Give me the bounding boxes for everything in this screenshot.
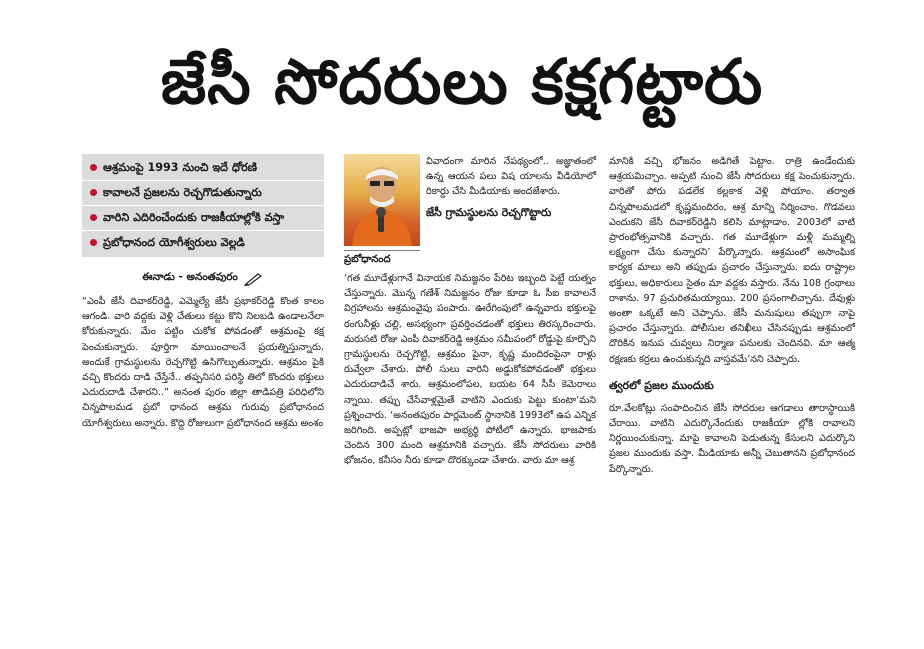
highlight-item — [82, 231, 324, 255]
dateline-text: ఈనాడు - అనంతపురం — [142, 271, 238, 283]
bullet-icon — [90, 239, 97, 246]
body-text-col3: మానికి వచ్చి భోజనం అడిగితే పెట్టాం. రాత్రి ఉండేందుకు ఆశ్రయమిచ్చాం. అప్పటి నుంచి జేసీ సోదరులు కక్ష పెంచుకున్నారు. వారితో పోరు పడలేక కల్లకాక వెళ్లి పోయాం. తర్వాత చిన్నపొలమడలో కృష్ణమందిరం, ఆశ్ర మాన్ని నిర్మించాం. గొడవలు ఎందుకని జేసీ దివాకర్‌రెడ్డిని కలిసి మాట్లాడాం. 2003లో వాటి ప్రారంభోత్సవానికి వచ్చారు. గత మూడేళ్లుగా మళ్లీ మమ్మల్ని లక్ష్యంగా చేసు కున్నారని’ పేర్కొన్నారు. ఆశ్రమంలో అసాంఘిక కార్యక మాలు అని తప్పుడు ప్రచారం చేస్తున్నారు. ఐదు రాష్ట్రాల భక్తులు, అధికారులు సైతం మా వద్దకు వస్తారు. నేను 108 గ్రంథాలు రాశాను. 97 ప్రచురితమయ్యాయి. 200 ప్రసంగాలిచ్చాను. దేవుళ్లు అంతా ఒక్కటే అని చెప్పాను. జేసీ మనుషులు తప్పుగా నాపై ప్రచారం చేస్తున్నారు. పోలీసుల తనిఖీలు చేసినప్పుడు ఆశ్రమంలో దొరికిన ఇనుప చువ్వలు నిర్మాణ పనులకు చెందినవి. మా ఆత్మ రక్షణకు కర్రలు ఉంచుకున్నది వాస్తవమే’నని చెప్పారు. — [609, 156, 855, 365]
pen-icon — [244, 272, 264, 286]
body-text-col2: ‘గత మూడేళ్లుగానే వినాయక నిమజ్జనం పేరిట ఇబ్బంది పెట్టే యత్నం చేస్తున్నారు. మొన్న గణేశ్‌ నిమజ్జనం రోజు కూడా ఓ సీఐ కావాలనే విగ్రహాలను ఆశ్రమంవైపు పంపారు. ఊరేగింపులో ఉన్నవారు భక్తులపై రంగునీళ్లు చల్లి, అసభ్యంగా ప్రవర్తించడంతో భక్తులు తిరస్కరించారు. మరుసటి రోజు ఎంపీ దివాకర్‌రెడ్డి ఆశ్రమం సమీపంలో రోడ్డుపై కూర్చొని గ్రామస్థులను రెచ్చగొట్టి, ఆశ్రమం పైనా, కృష్ణ మందిరంపైనా రాళ్లు రువ్వేలా చేశారు. పోలీ సులు వారిని అడ్డుకోకపోవడంతో భక్తులు ఎదురుదాడిచే శారు. ఆశ్రమంలోపల, బయట 64 సీసీ కెమెరాలు న్నాయి. తప్పు చేసేవాళ్లమైతే వాటిని ఎందుకు పెట్టు కుంటా’మని ప్రశ్నించారు. ‘అనంతపురం పార్లమెంట్‌ స్థానానికి 1993లో ఉప ఎన్నిక జరిగింది. అప్పట్లో భాజపా అభ్యర్థి పోటీలో ఉన్నారు. భాజపాకు చెందిన 300 మంది ఆశ్రమానికి వచ్చారు. జేసీ సోదరులు వారికి భోజనం, కనీసం నీరు కూడా దొరక్కుండా చేశారు. వారు మా ఆశ్ర — [344, 273, 596, 467]
photo-caption: ప్రబోధానంద — [344, 250, 420, 267]
dateline — [82, 271, 324, 286]
bullet-icon — [90, 189, 97, 196]
prabodhananda-photo — [344, 154, 420, 246]
photo-block — [344, 154, 420, 267]
body-text-col3-b: రూ.వేలకోట్లు సంపాదించిన జేసీ సోదరుల ఆగడాలు తారాస్థాయికి చేరాయి. వాటిని ఎదుర్కొనేందుకు రాజకీయా ల్లోకి రావాలని నిర్ణయించుకున్నా. మాపై కావాలని పెడుతున్న కేసులని ఎదుర్కొని ప్రజల ముందుకు వస్తా. మీడియాకు అన్నీ చెబుతానని ప్రబోధానంద పేర్కొన్నారు. — [609, 402, 855, 475]
highlight-text: వారిని ఎదిరించేందుకు రాజకీయాల్లోకి వస్తా — [103, 211, 285, 224]
subheading-2: త్వరలో ప్రజల ముందుకు — [609, 378, 714, 392]
body-text-col2-top: వివాదంగా మారిన నేపథ్యంలో.. అజ్ఞాతంలో ఉన్న ఆయన పలు విష యాలను వీడియోలో రికార్డు చేసి మీడియాకు అందజేశారు. — [426, 156, 596, 198]
highlight-item — [82, 181, 324, 206]
highlight-item — [82, 206, 324, 231]
bullet-icon — [90, 214, 97, 221]
bullet-icon — [90, 164, 97, 171]
subheading-1: జేసీ గ్రామస్థులను రెచ్చగొట్టారు — [426, 205, 552, 219]
column-3 — [609, 154, 855, 477]
highlight-item — [82, 156, 324, 181]
column-1 — [82, 154, 324, 431]
column-2 — [344, 154, 596, 469]
highlights-box — [82, 154, 324, 257]
highlight-text: ఆశ్రమంపై 1993 నుంచి ఇదే ధోరణి — [103, 161, 258, 174]
highlight-text: కావాలనే ప్రజలను రెచ్చగొడుతున్నారు — [103, 186, 262, 199]
highlight-text: ప్రబోధానంద యోగీశ్వరులు వెల్లడి — [103, 236, 245, 249]
body-text-col1: “ఎంపీ జేసీ దివాకర్‌రెడ్డి, ఎమ్మెల్యే జేసీ ప్రభాకర్‌రెడ్డి కొంత కాలం ఆగండి. వారి వద్దకు వెళ్లి చేతులు కట్టు కొని నిలబడి ఉండాలనేలా కోరుకున్నారు. మేం పట్టిం చుకోక పోవడంతో ఆశ్రమంపై కక్ష పెంచుకున్నారు. పూర్తిగా మాయించాలనే ప్రయత్నిస్తున్నారు. అందుకే గ్రామస్థులను రెచ్చగొట్టి ఉసిగొల్పుతున్నారు. ఆశ్రమం పైకి వచ్చి కొందరు దాడి చేస్తేనే.. తప్పనిసరి పరిస్థి తిలో కొందరు భక్తులు ఎదురుదాడి చేశారని..” అనంత పురం జిల్లా తాడిపత్రి పరిధిలోని చిన్నపొలమడ ప్రబో ధానంద ఆశ్రమ గురువు ప్రబోధానంద యోగీశ్వరులు అన్నారు. కొద్ది రోజులుగా ప్రబోధానంద ఆశ్రమ అంశం — [82, 296, 324, 429]
portrait-illustration — [344, 154, 420, 246]
headline: జేసీ సోదరులు కక్షగట్టారు — [160, 45, 764, 118]
